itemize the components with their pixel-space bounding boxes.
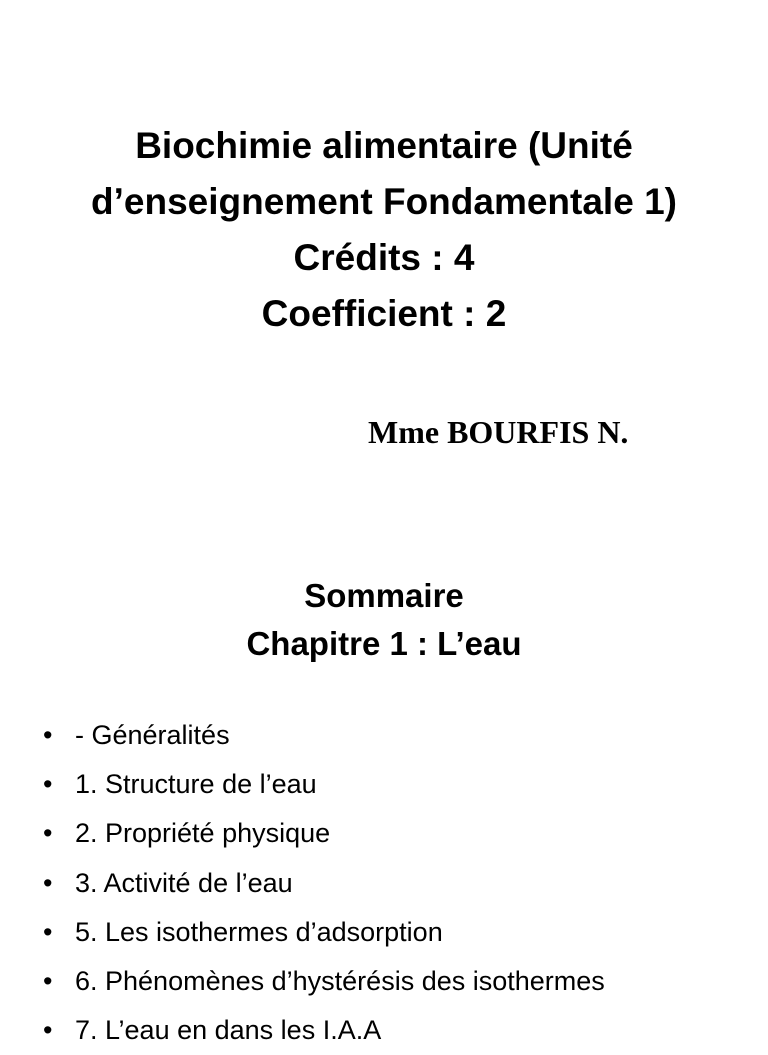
toc-item-label: 3. Activité de l’eau xyxy=(75,867,293,898)
toc-item-propriete xyxy=(0,809,768,858)
table-of-contents xyxy=(0,711,768,1055)
toc-item-label: 6. Phénomènes d’hystérésis des isothermes xyxy=(75,965,605,996)
bullet-icon: • xyxy=(43,818,53,849)
toc-item-label: 7. L’eau en dans les I.A.A xyxy=(75,1015,382,1046)
bullet-icon: • xyxy=(43,867,53,898)
chapter-title: Chapitre 1 : L’eau xyxy=(246,625,522,662)
summary-heading: Sommaire xyxy=(304,577,464,614)
title-line-unit: d’enseignement Fondamentale 1) xyxy=(91,181,677,222)
title-line-coefficient: Coefficient : 2 xyxy=(261,293,507,334)
bullet-icon: • xyxy=(43,965,53,996)
bullet-icon: • xyxy=(43,916,53,947)
toc-item-hysteresis xyxy=(0,957,768,1006)
toc-item-label: 5. Les isothermes d’adsorption xyxy=(75,916,443,947)
toc-item-isothermes xyxy=(0,908,768,957)
summary-header xyxy=(0,572,768,668)
title-line-course: Biochimie alimentaire (Unité xyxy=(135,125,633,166)
toc-item-label: - Généralités xyxy=(75,720,230,750)
bullet-icon: • xyxy=(43,769,53,800)
title-line-credits: Crédits : 4 xyxy=(293,237,475,278)
author-name: Mme BOURFIS N. xyxy=(368,414,629,450)
toc-item-structure xyxy=(0,760,768,809)
bullet-icon: • xyxy=(43,1015,53,1046)
toc-item-iaa xyxy=(0,1006,768,1055)
document-title xyxy=(0,118,768,342)
toc-item-label: 2. Propriété physique xyxy=(75,818,331,849)
toc-item-label: 1. Structure de l’eau xyxy=(75,769,317,800)
toc-item-generalites xyxy=(0,711,768,760)
bullet-icon: • xyxy=(43,720,53,750)
toc-item-activite xyxy=(0,859,768,908)
